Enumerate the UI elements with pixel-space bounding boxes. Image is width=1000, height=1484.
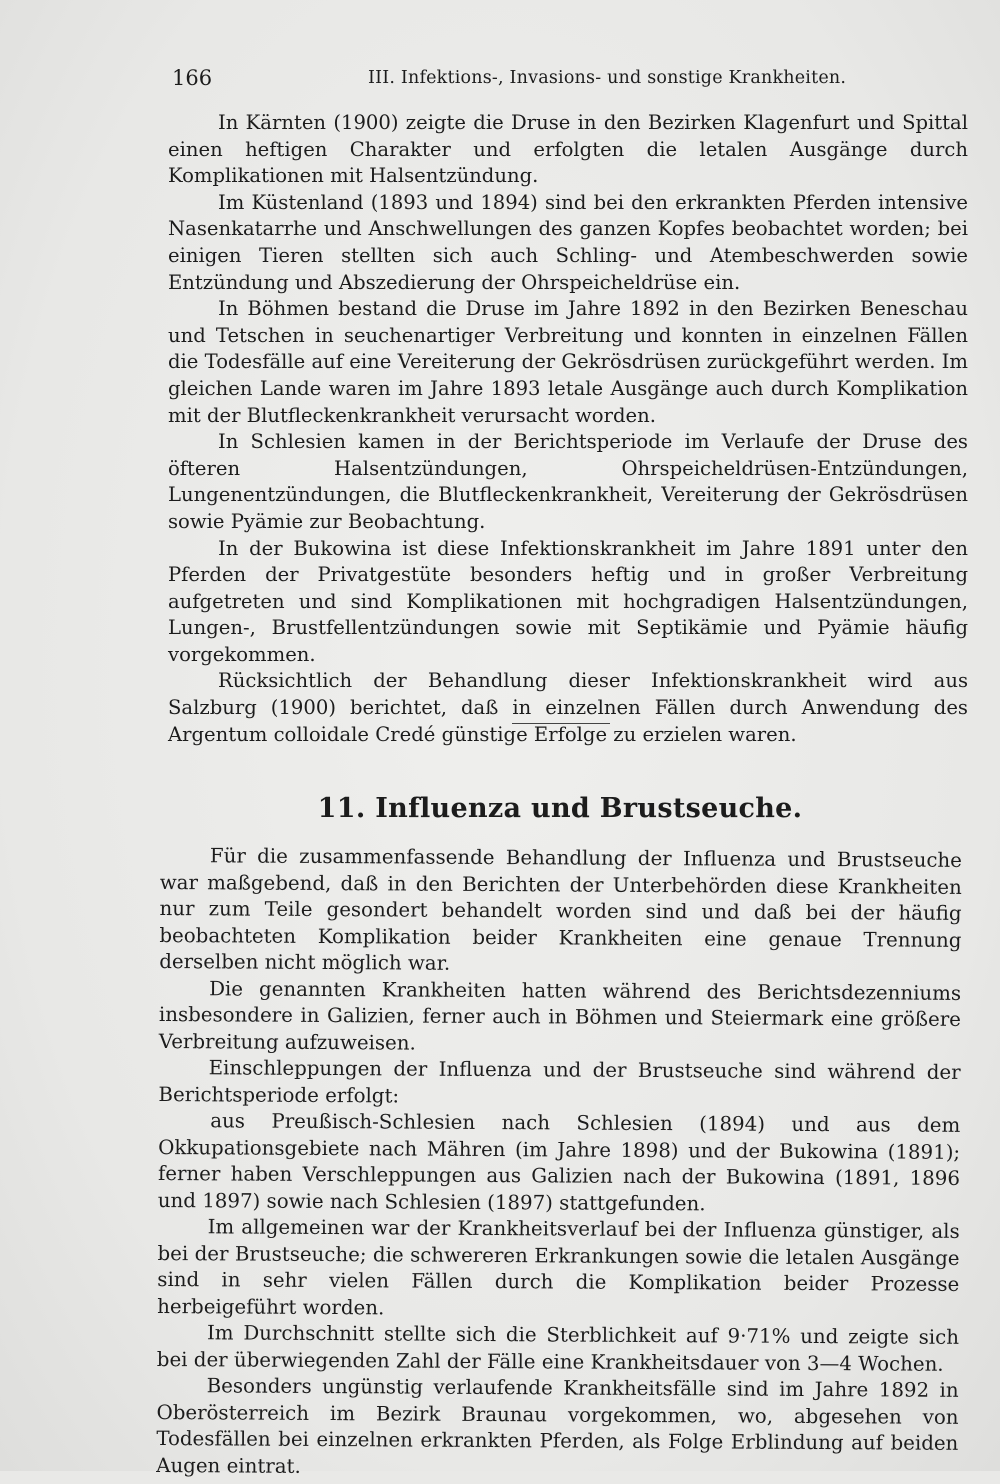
section-influenza-text [156,843,962,1484]
paragraph: Besonders ungünstig verlaufende Krankheitsfälle sind im Jahre 1892 in Oberösterreich im Bezirk Braunau vorgekommen, wo, abgesehen von Todesfällen bei einzelnen erkrankten Pferden, als Folge Erblindung auf beiden Augen eintrat. [156,1374,959,1478]
section-heading: 11. Influenza und Brustseuche. [317,793,803,824]
paragraph: aus Preußisch-Schlesien nach Schlesien (1894) und aus dem Okkupationsgebiete nach Mähren (im Jahre 1898) und der Bukowina (1891); ferner haben Verschleppungen aus Galizien nach der Bukowina (1891, 1896 und 1897) sowie nach Schlesien (1897) stattgefunden. [157,1109,961,1215]
paragraph: Die genannten Krankheiten hatten während des Berichtsdezenniums insbesondere in Galizien, ferner auch in Böhmen und Steiermark eine größere Verbreitung aufzuweisen. [158,976,962,1055]
page-number: 166 [172,66,213,90]
paragraph: In Schlesien kamen in der Berichtsperiode im Verlaufe der Druse des öfteren Halsentzündungen, Ohrspeicheldrüsen-Entzündungen, Lungenentzündungen, die Blutfleckenkrankheit, Vereiterung der Gekrösdrüsen sowie Pyämie zur Beobachtung. [168,430,968,533]
section-druse-text [168,110,968,748]
section-divider [512,723,610,724]
running-title: III. Infektions-, Invasions- und sonstige Krankheiten. [368,68,847,88]
paragraph: In der Bukowina ist diese Infektionskrankheit im Jahre 1891 unter den Pferden der Privatgestüte besonders heftig und in großer Verbreitung aufgetreten und sind Komplikationen mit hochgradigen Halsentzündungen, Lungen-, Brustfellentzündungen sowie mit Septikämie und Pyämie häufig vorgekommen. [168,536,968,666]
paragraph: Im Küstenland (1893 und 1894) sind bei den erkrankten Pferden intensive Nasenkatarrhe und Anschwellungen des ganzen Kopfes beobachtet worden; bei einigen Tieren stellten sich auch Schling- und Atembeschwerden sowie Entzündung und Abszedierung der Ohrspeicheldrüse ein. [168,190,968,294]
page-header [172,66,962,92]
paragraph: In Böhmen bestand die Druse im Jahre 1892 in den Bezirken Beneschau und Tetschen in seuchenartiger Verbreitung und konnten in einzelnen Fällen die Todesfälle auf eine Vereiterung der Gekrösdrüsen zurückgeführt werden. Im gleichen Lande waren im Jahre 1893 letale Ausgänge auch durch Komplikation mit der Blutfleckenkrankheit verursacht worden. [168,297,968,427]
paragraph: Rücksichtlich der Behandlung dieser Infektionskrankheit wird aus Salzburg (1900) berichtet, daß in einzelnen Fällen durch Anwendung des Argentum colloidale Credé günstige Erfolge zu erzielen waren. [168,669,968,746]
paragraph: Für die zusammenfassende Behandlung der Influenza und Brustseuche war maßgebend, daß in den Berichten der Unterbehörden diese Krankheiten nur zum Teile gesondert behandelt worden sind und daß bei der häufig beobachteten Komplikation beider Krankheiten eine genaue Trennung derselben nicht möglich war. [159,844,962,975]
paragraph: Im allgemeinen war der Krankheitsverlauf bei der Influenza günstiger, als bei der Brustseuche; die schwereren Erkrankungen sowie die letalen Ausgänge sind in sehr vielen Fällen durch die Komplikation beider Prozesse herbeigeführt worden. [157,1215,960,1319]
paragraph: In Kärnten (1900) zeigte die Druse in den Bezirken Klagenfurt und Spittal einen heftigen Charakter und erfolgten die letalen Ausgänge durch Komplikationen mit Halsentzündung. [168,111,968,188]
paragraph: Im Durchschnitt stellte sich die Sterblichkeit auf 9·71% und zeigte sich bei der überwiegenden Zahl der Fälle eine Krankheitsdauer von 3—4 Wochen. [156,1321,960,1376]
paragraph: Einschleppungen der Influenza und der Brustseuche sind während der Berichtsperiode erfolgt: [158,1056,961,1107]
